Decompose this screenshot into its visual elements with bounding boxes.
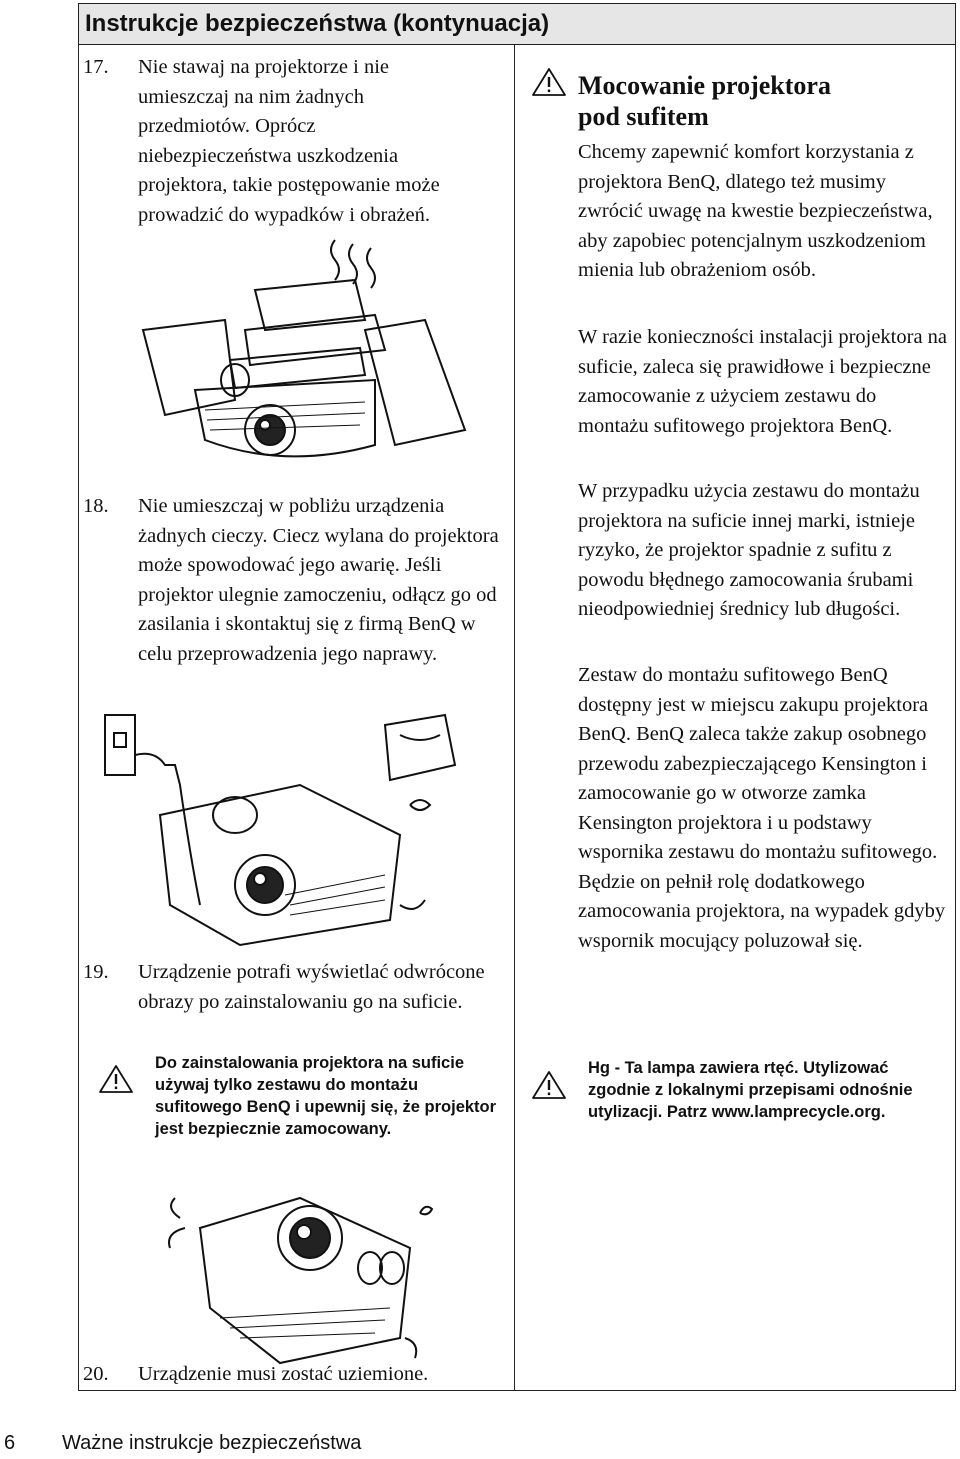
footer-title: Ważne instrukcje bezpieczeństwa [62,1432,362,1454]
item-number: 19. [83,961,109,983]
item-number: 18. [83,495,109,517]
column-divider [514,45,515,1391]
heading-line-2: pod sufitem [578,102,709,131]
item-text: Urządzenie musi zostać uziemione. [138,1363,429,1385]
paragraph-comfort: Chcemy zapewnić komfort korzystania z projektora BenQ, dlatego też musimy zwrócić uwagę na kwestie bezpieczeństwa, aby zapobiec potencjalnym uszkodzeniom mienia lub obrażeniom osób. [578,141,933,281]
warning-icon [98,1064,134,1094]
section-title: Instrukcje bezpieczeństwa (kontynuacja) [85,10,550,37]
warning-icon [531,1070,567,1100]
heading-line-1: Mocowanie projektora [578,71,831,100]
mercury-lamp-warning: Hg - Ta lampa zawiera rtęć. Utylizować zgodnie z lokalnymi przepisami odnośnie utylizacji. Patrz www.lamprecycle.org. [588,1059,913,1121]
page-number: 6 [4,1432,16,1454]
item-number: 17. [83,56,109,78]
paragraph-installation: W razie konieczności instalacji projektora na suficie, zaleca się prawidłowe i bezpieczne zamocowanie z użyciem zestawu do montażu sufitowego projektora BenQ. [578,326,948,437]
item-number: 20. [83,1363,109,1385]
paragraph-kit-availability: Zestaw do montażu sufitowego BenQ dostępny jest w miejscu zakupu projektora BenQ. BenQ zaleca także zakup osobnego przewodu zabezpieczającego Kensington i zamocowanie go w otworze zamka Kensington projektora i u podstawy wspornika zestawu do montażu sufitowego. Będzie on pełnił rolę dodatkowego zamocowania projektora, na wypadek gdyby wspornik mocujący poluzował się. [578,664,946,952]
item-text: Nie umieszczaj w pobliżu urządzenia żadnych cieczy. Ciecz wylana do projektora może spowodować jego awarię. Jeśli projektor ulegnie zamoczeniu, odłącz go od zasilania i skontaktuj się z firmą BenQ w celu przeprowadzenia jego naprawy. [138,495,499,665]
item-text: Urządzenie potrafi wyświetlać odwrócone obrazy po zainstalowaniu go na suficie. [138,961,485,1013]
warning-icon [531,67,567,97]
projector-stacked-objects-illustration [135,230,475,480]
ceiling-mount-warning: Do zainstalowania projektora na suficie używaj tylko zestawu do montażu sufitowego BenQ i upewnij się, że projektor jest bezpiecznie zamocowany. [155,1054,497,1138]
ceiling-mount-heading [578,70,938,132]
item-text: Nie stawaj na projektorze i nie umieszczaj na nim żadnych przedmiotów. Oprócz niebezpieczeństwa uszkodzenia projektora, takie postępowanie może prowadzić do wypadków i obrażeń. [138,56,440,226]
paragraph-other-brand-risk: W przypadku użycia zestawu do montażu projektora na suficie innej marki, istnieje ryzyko, że projektor spadnie z sufitu z powodu błędnego zamocowania śrubami nieodpowiedniej średnicy lub długości. [578,480,920,620]
section-header [78,3,956,45]
projector-ceiling-fall-illustration [160,1188,440,1368]
projector-liquid-illustration [100,705,460,950]
